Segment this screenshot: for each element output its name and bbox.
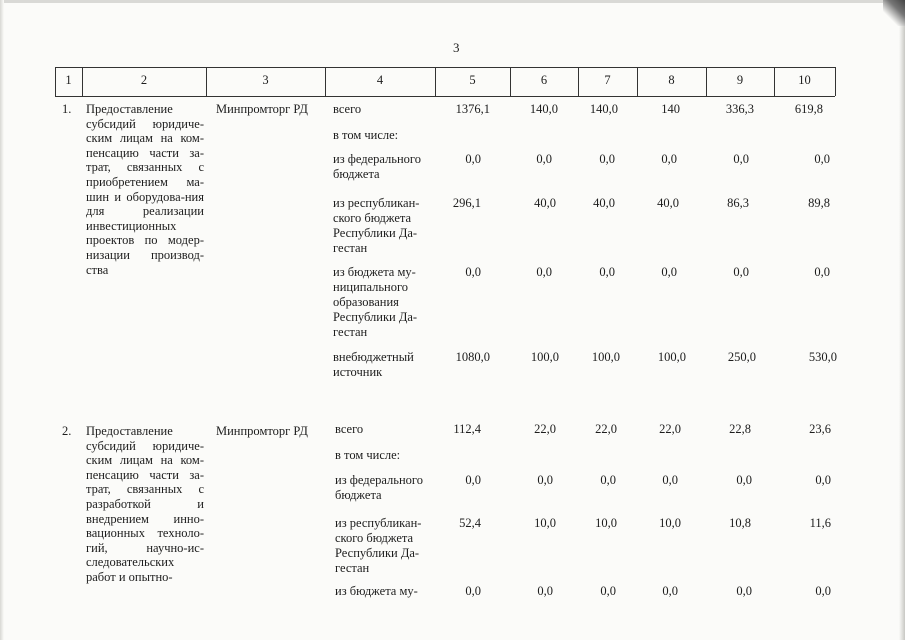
value-y5: 0,0 (814, 152, 830, 166)
value-y5: 23,6 (809, 422, 831, 436)
source-label: в том числе: (333, 128, 399, 142)
value-y5: 11,6 (809, 516, 831, 530)
value-y1: 22,0 (534, 422, 556, 436)
header-cell-2: 2 (140, 73, 148, 87)
row-number: 1. (62, 102, 72, 116)
value-y3: 140 (661, 102, 680, 116)
value-total: 0,0 (465, 473, 481, 487)
scan-edge-left (0, 0, 4, 640)
header-cell-5: 5 (469, 73, 476, 87)
value-y4: 250,0 (727, 350, 756, 364)
value-y3: 100,0 (657, 350, 686, 364)
measure-description: Предоставление субсидий юридиче-ским лицам на ком-пенсацию части за-трат, связанных с разработкой и внедрением инно-вационных техноло-гий, научно-ис-следовательских работ и опытно- (86, 424, 204, 584)
value-y1: 0,0 (536, 152, 552, 166)
value-y4: 10,8 (729, 516, 751, 530)
scan-edge-right (899, 0, 905, 640)
value-y3: 40,0 (657, 196, 679, 210)
value-y2: 22,0 (595, 422, 617, 436)
value-y2: 40,0 (593, 196, 615, 210)
source-label: из республикан-ского бюджета Республики Да-гестан (333, 196, 420, 255)
value-total: 112,4 (453, 422, 481, 436)
value-y1: 0,0 (536, 265, 552, 279)
value-total: 52,4 (459, 516, 481, 530)
value-y1: 100,0 (530, 350, 559, 364)
source-label: из бюджета му-ниципального образования Республики Да-гестан (333, 265, 418, 339)
value-total: 0,0 (465, 152, 481, 166)
value-y3: 22,0 (659, 422, 681, 436)
source-label: всего (333, 102, 362, 116)
value-y5: 89,8 (808, 196, 830, 210)
source-label: из федерального бюджета (335, 473, 423, 502)
value-y4: 0,0 (733, 152, 749, 166)
executor: Минпромторг РД (216, 102, 308, 116)
value-y4: 0,0 (733, 265, 749, 279)
source-label: всего (335, 422, 364, 436)
value-y3: 10,0 (659, 516, 681, 530)
value-y5: 0,0 (814, 265, 830, 279)
value-y4: 86,3 (727, 196, 749, 210)
value-y2: 0,0 (599, 152, 615, 166)
row-number: 2. (62, 424, 72, 438)
header-cell-9: 9 (736, 73, 744, 87)
value-y3: 0,0 (661, 152, 677, 166)
value-y5: 530,0 (808, 350, 837, 364)
source-label: в том числе: (335, 448, 401, 462)
value-total: 0,0 (465, 265, 481, 279)
value-total: 1080,0 (455, 350, 490, 364)
value-y3: 0,0 (662, 473, 678, 487)
value-y3: 0,0 (661, 265, 677, 279)
value-y1: 40,0 (534, 196, 556, 210)
header-cell-8: 8 (668, 73, 675, 87)
value-y2: 140,0 (589, 102, 618, 116)
value-y1: 140,0 (529, 102, 558, 116)
scan-corner-shadow (883, 0, 905, 26)
scan-edge-top (0, 0, 905, 3)
header-cell-1: 1 (65, 73, 72, 87)
value-total: 1376,1 (455, 102, 490, 116)
source-label: из республикан-ского бюджета Республики Да-гестан (335, 516, 422, 575)
value-y2: 0,0 (599, 265, 615, 279)
executor: Минпромторг РД (216, 424, 308, 438)
value-total: 296,1 (452, 196, 481, 210)
value-y1: 10,0 (534, 516, 556, 530)
value-y4: 22,8 (729, 422, 751, 436)
header-cell-4: 4 (376, 73, 384, 87)
value-y1: 0,0 (537, 473, 553, 487)
value-y4: 0,0 (736, 584, 752, 598)
source-label: внебюджетный источник (333, 350, 414, 379)
value-y2: 10,0 (595, 516, 617, 530)
source-label: из федерального бюджета (333, 152, 421, 181)
value-y5: 0,0 (815, 584, 831, 598)
value-y2: 0,0 (600, 584, 616, 598)
header-cell-10: 10 (798, 73, 811, 87)
value-y4: 336,3 (725, 102, 754, 116)
value-y3: 0,0 (662, 584, 678, 598)
measure-description: Предоставление субсидий юридиче-ским лицам на ком-пенсацию части за-трат, связанных с приобретением ма-шин и оборудова-ния для реализации инвестиционных проектов по модер-низации производ-ства (86, 102, 204, 277)
value-y2: 100,0 (591, 350, 620, 364)
value-y4: 0,0 (736, 473, 752, 487)
header-cell-6: 6 (540, 73, 548, 87)
value-total: 0,0 (465, 584, 481, 598)
page-number: 3 (453, 40, 460, 55)
header-cell-3: 3 (262, 73, 269, 87)
source-label: из бюджета му- (335, 584, 418, 598)
column-divider (835, 67, 836, 96)
value-y5: 0,0 (815, 473, 831, 487)
header-cell-7: 7 (604, 73, 611, 87)
value-y2: 0,0 (600, 473, 616, 487)
value-y5: 619,8 (794, 102, 823, 116)
value-y1: 0,0 (537, 584, 553, 598)
